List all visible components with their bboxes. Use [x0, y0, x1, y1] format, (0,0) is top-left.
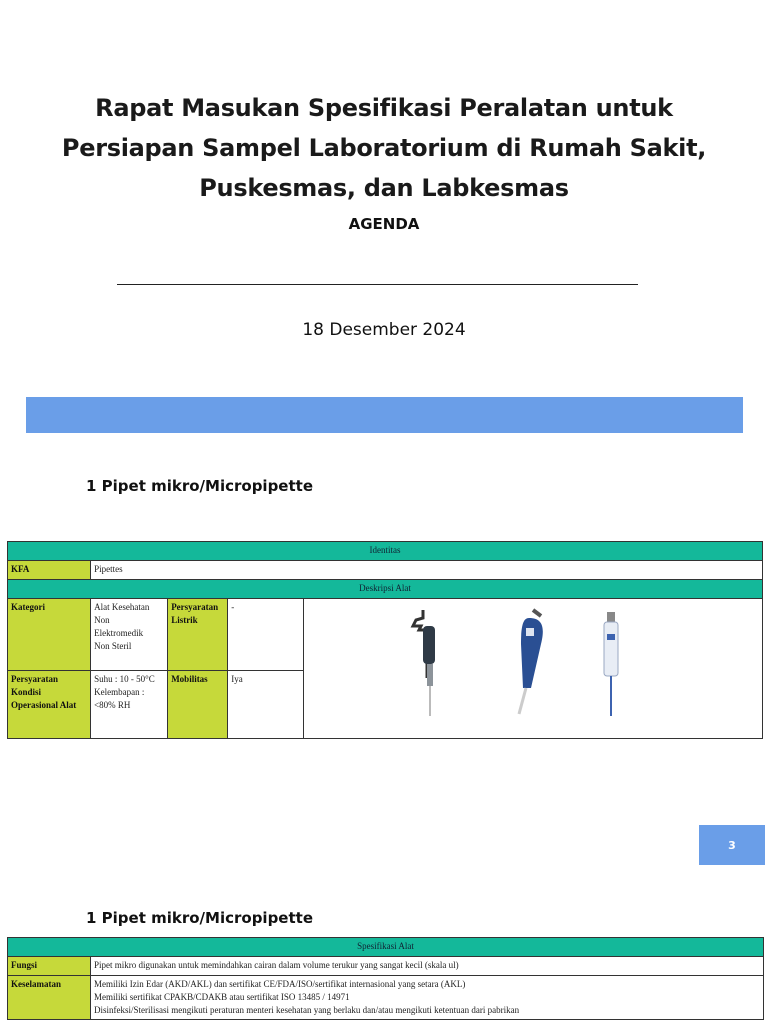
listrik-label	[168, 599, 228, 671]
kondisi-label-line: Persyaratan	[11, 674, 58, 684]
mobilitas-label: Mobilitas	[168, 671, 228, 739]
keselamatan-value	[91, 976, 764, 1020]
kfa-value: Pipettes	[91, 561, 763, 580]
product-images	[304, 599, 763, 739]
kategori-label: Kategori	[8, 599, 91, 671]
keselamatan-label: Keselamatan	[8, 976, 91, 1020]
micropipette-image-1	[413, 610, 435, 716]
kondisi-value	[91, 671, 168, 739]
kondisi-label-line: Operasional Alat	[11, 700, 77, 710]
page-title	[20, 88, 748, 208]
title-line: Persiapan Sampel Laboratorium di Rumah Sakit,	[61, 134, 707, 162]
micropipette-image-2	[519, 610, 543, 714]
listrik-label-line: Persyaratan	[171, 602, 219, 612]
kategori-value	[91, 599, 168, 671]
kategori-line: Alat Kesehatan	[94, 602, 150, 612]
kondisi-line: Kelembapan :	[94, 687, 145, 697]
table-header-identitas: Identitas	[8, 542, 763, 561]
keselamatan-line: Disinfeksi/Sterilisasi mengikuti peraturan menteri kesehatan yang berlaku dan/atau mengikuti ketentuan dari pabrikan	[94, 1005, 520, 1015]
mobilitas-value: Iya	[228, 671, 304, 739]
kategori-line: Non Steril	[94, 641, 132, 651]
kondisi-line: <80% RH	[94, 700, 131, 710]
table-header-spesifikasi: Spesifikasi Alat	[8, 938, 764, 957]
section-heading: 1 Pipet mikro/Micropipette	[86, 477, 313, 495]
fungsi-value: Pipet mikro digunakan untuk memindahkan cairan dalam volume terukur yang sangat kecil (skala ul)	[91, 957, 764, 976]
keselamatan-line: Memiliki Izin Edar (AKD/AKL) dan sertifikat CE/FDA/ISO/sertifikat internasional yang setara (AKL)	[94, 979, 466, 989]
divider	[117, 284, 638, 285]
micropipette-images	[383, 604, 683, 730]
micropipette-image-3	[604, 612, 618, 716]
listrik-label-line: Listrik	[171, 615, 198, 625]
specification-table	[7, 937, 764, 1020]
keselamatan-line: Memiliki sertifikat CPAKB/CDAKB atau sertifikat ISO 13485 / 14971	[94, 992, 350, 1002]
fungsi-label: Fungsi	[8, 957, 91, 976]
title-line: Rapat Masukan Spesifikasi Peralatan untuk	[95, 94, 673, 122]
listrik-value: -	[228, 599, 304, 671]
section-heading: 1 Pipet mikro/Micropipette	[86, 909, 313, 927]
table-header-deskripsi: Deskripsi Alat	[8, 580, 763, 599]
page-number-badge: 3	[699, 825, 765, 865]
subtitle: AGENDA	[348, 215, 420, 233]
identity-table	[7, 541, 763, 739]
kondisi-label-line: Kondisi	[11, 687, 42, 697]
title-line: Puskesmas, dan Labkesmas	[199, 174, 569, 202]
accent-bar	[26, 397, 743, 433]
date-label: 18 Desember 2024	[302, 320, 466, 340]
kfa-label: KFA	[8, 561, 91, 580]
kondisi-line: Suhu : 10 - 50°C	[94, 674, 155, 684]
kondisi-label	[8, 671, 91, 739]
kategori-line: Elektromedik	[94, 628, 144, 638]
kategori-line: Non	[94, 615, 110, 625]
